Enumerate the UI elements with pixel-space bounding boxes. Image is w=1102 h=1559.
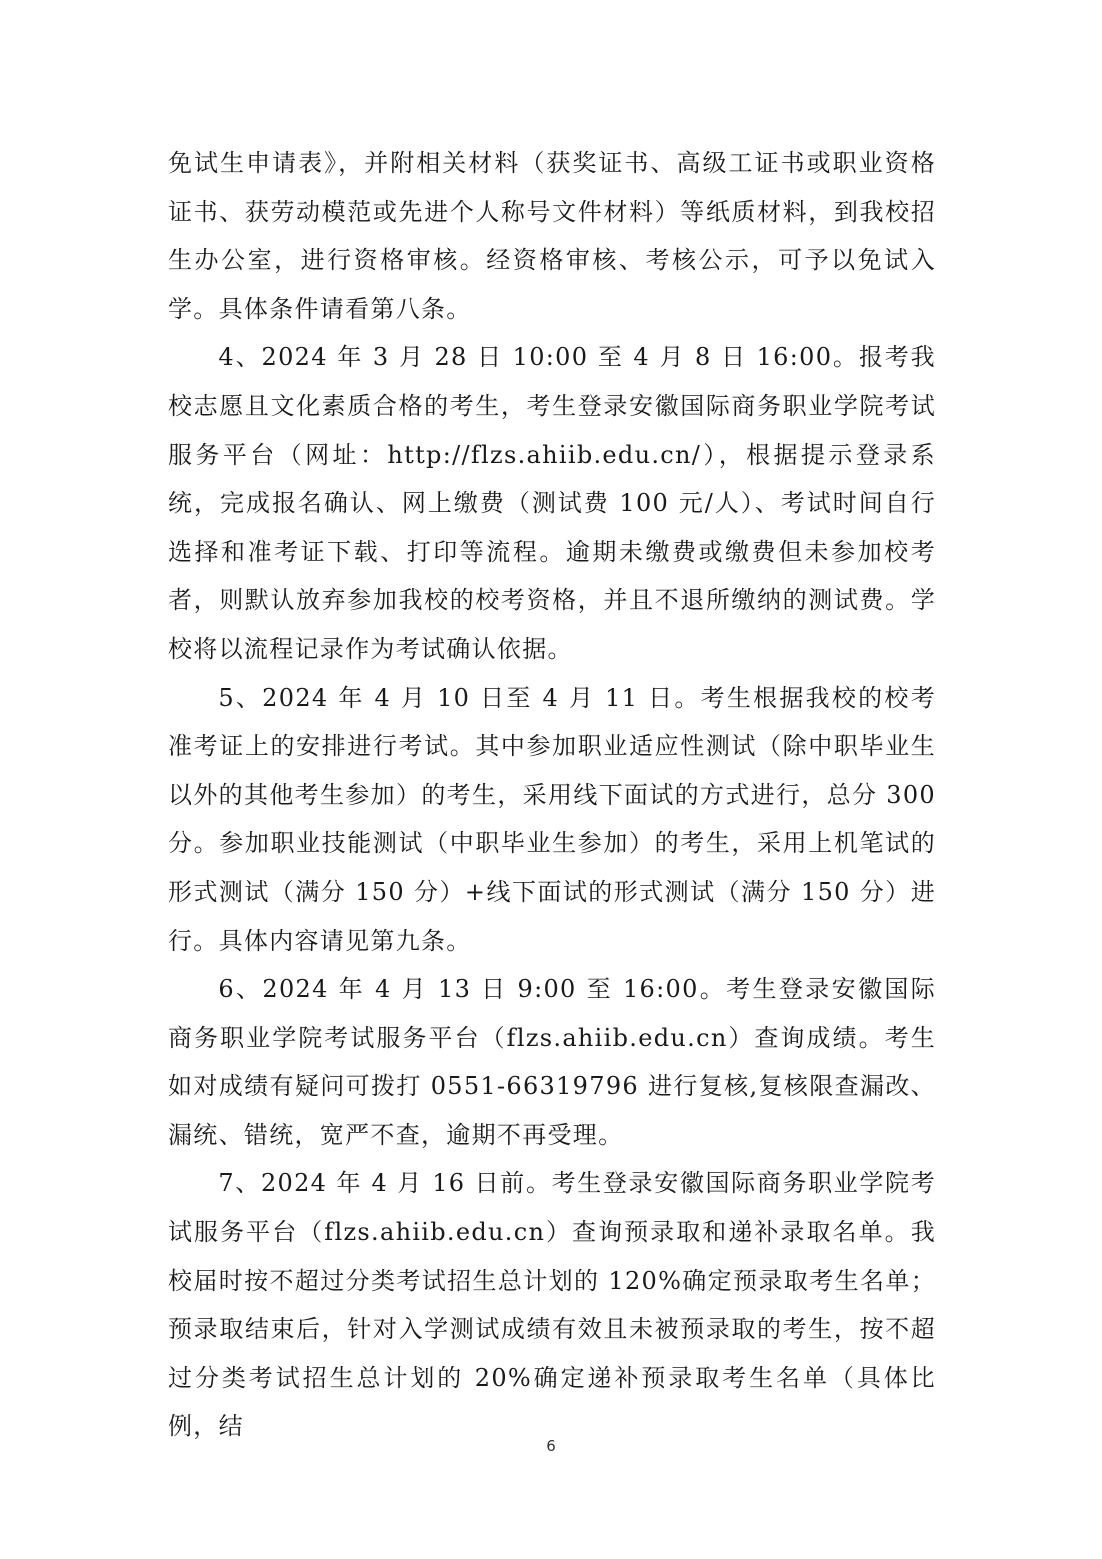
page-number: 6 [546,1437,556,1455]
paragraph-exemption-materials: 免试生申请表》，并附相关材料（获奖证书、高级工证书或职业资格证书、获劳动模范或先进个人称号文件材料）等纸质材料，到我校招生办公室，进行资格审核。经资格审核、考核公示，可予以免试入学。具体条件请看第八条。 [168,149,936,323]
document-page-body [168,139,936,1451]
paragraph-step-4-registration: 4、2024 年 3 月 28 日 10:00 至 4 月 8 日 16:00。报考我校志愿且文化素质合格的考生，考生登录安徽国际商务职业学院考试服务平台（网址：http://flzs.ahiib.edu.cn/），根据提示登录系统，完成报名确认、网上缴费（测试费 100 元/人）、考试时间自行选择和准考证下载、打印等流程。逾期未缴费或缴费但未参加校考者，则默认放弃参加我校的校考资格，并且不退所缴纳的测试费。学校将以流程记录作为考试确认依据。 [168,343,936,663]
paragraph-step-7-admission: 7、2024 年 4 月 16 日前。考生登录安徽国际商务职业学院考试服务平台（flzs.ahiib.edu.cn）查询预录取和递补录取名单。我校届时按不超过分类考试招生总计划的 120%确定预录取考生名单；预录取结束后，针对入学测试成绩有效且未被预录取的考生，按不超过分类考试招生总计划的 20%确定递补预录取考生名单（具体比例，结 [168,1169,936,1441]
paragraph-step-5-exam: 5、2024 年 4 月 10 日至 4 月 11 日。考生根据我校的校考准考证上的安排进行考试。其中参加职业适应性测试（除中职毕业生以外的其他考生参加）的考生，采用线下面试的方式进行，总分 300 分。参加职业技能测试（中职毕业生参加）的考生，采用上机笔试的形式测试（满分 150 分）+线下面试的形式测试（满分 150 分）进行。具体内容请见第九条。 [168,683,936,955]
paragraph-step-6-scores: 6、2024 年 4 月 13 日 9:00 至 16:00。考生登录安徽国际商务职业学院考试服务平台（flzs.ahiib.edu.cn）查询成绩。考生如对成绩有疑问可拨打 0551-66319796 进行复核,复核限查漏改、漏统、错统，宽严不查，逾期不再受理。 [168,975,936,1149]
